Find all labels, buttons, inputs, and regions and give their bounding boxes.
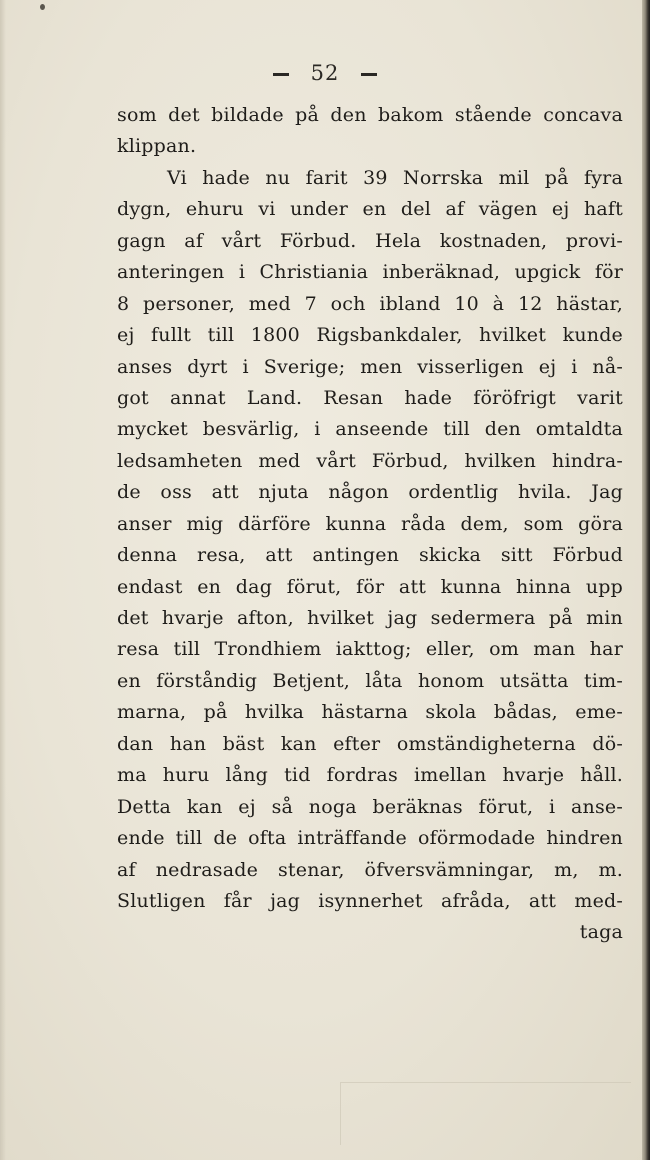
header-dash-right bbox=[361, 73, 377, 76]
text-line: dan han bäst kan efter omständigheterna dö- bbox=[117, 732, 623, 755]
text-line: resa till Trondhiem iakttog; eller, om man har bbox=[117, 638, 623, 661]
text-line: ledsamheten med vårt Förbud, hvilken hindra- bbox=[117, 449, 623, 472]
text-line: Vi hade nu farit 39 Norrska mil på fyra bbox=[167, 166, 623, 189]
text-line: ej fullt till 1800 Rigsbankdaler, hvilket kunde bbox=[117, 324, 623, 347]
text-line: gagn af vårt Förbud. Hela kostnaden, provi- bbox=[117, 229, 623, 252]
page-gutter-shadow bbox=[0, 0, 6, 1160]
text-line: som det bildade på den bakom stående concava bbox=[117, 104, 623, 126]
text-line: denna resa, att antingen skicka sitt Förbud bbox=[117, 544, 623, 567]
text-line: anser mig därföre kunna råda dem, som göra bbox=[117, 512, 623, 535]
text-line: 8 personer, med 7 och ibland 10 à 12 hästar, bbox=[117, 292, 623, 315]
text-line: anteringen i Christiania inberäknad, upgick för bbox=[117, 261, 623, 284]
text-line: en förståndig Betjent, låta honom utsätta tim- bbox=[117, 669, 623, 692]
catchword: taga bbox=[579, 921, 623, 944]
ink-spot bbox=[40, 4, 45, 10]
text-line: ma huru lång tid fordras imellan hvarje håll. bbox=[117, 764, 623, 787]
text-line: marna, på hvilka hästarna skola bådas, eme- bbox=[117, 701, 623, 724]
body-text bbox=[117, 100, 623, 949]
page-number: 52 bbox=[310, 61, 340, 85]
text-line: det hvarje afton, hvilket jag sedermera på min bbox=[117, 607, 623, 629]
page-header bbox=[0, 58, 650, 88]
text-line: af nedrasade stenar, öfversvämningar, m, m. bbox=[117, 858, 623, 881]
text-line: anses dyrt i Sverige; men visserligen ej i nå- bbox=[117, 355, 623, 378]
text-line: Slutligen får jag isynnerhet afråda, att med- bbox=[117, 889, 623, 912]
text-line: ende till de ofta inträffande oförmodade hindren bbox=[117, 827, 623, 850]
text-line: de oss att njuta någon ordentlig hvila. Jag bbox=[117, 481, 623, 504]
text-line: mycket besvärlig, i anseende till den omtaldta bbox=[117, 418, 623, 441]
text-line: Detta kan ej så noga beräknas förut, i anse- bbox=[117, 795, 623, 818]
page-edge-shadow bbox=[642, 0, 650, 1160]
text-line: klippan. bbox=[117, 135, 197, 158]
text-line: endast en dag förut, för att kunna hinna upp bbox=[117, 575, 623, 598]
scan-artifact-box bbox=[340, 1082, 631, 1145]
header-dash-left bbox=[273, 73, 289, 76]
text-line: got annat Land. Resan hade föröfrigt varit bbox=[117, 386, 623, 409]
text-line: dygn, ehuru vi under en del af vägen ej haft bbox=[117, 198, 623, 221]
